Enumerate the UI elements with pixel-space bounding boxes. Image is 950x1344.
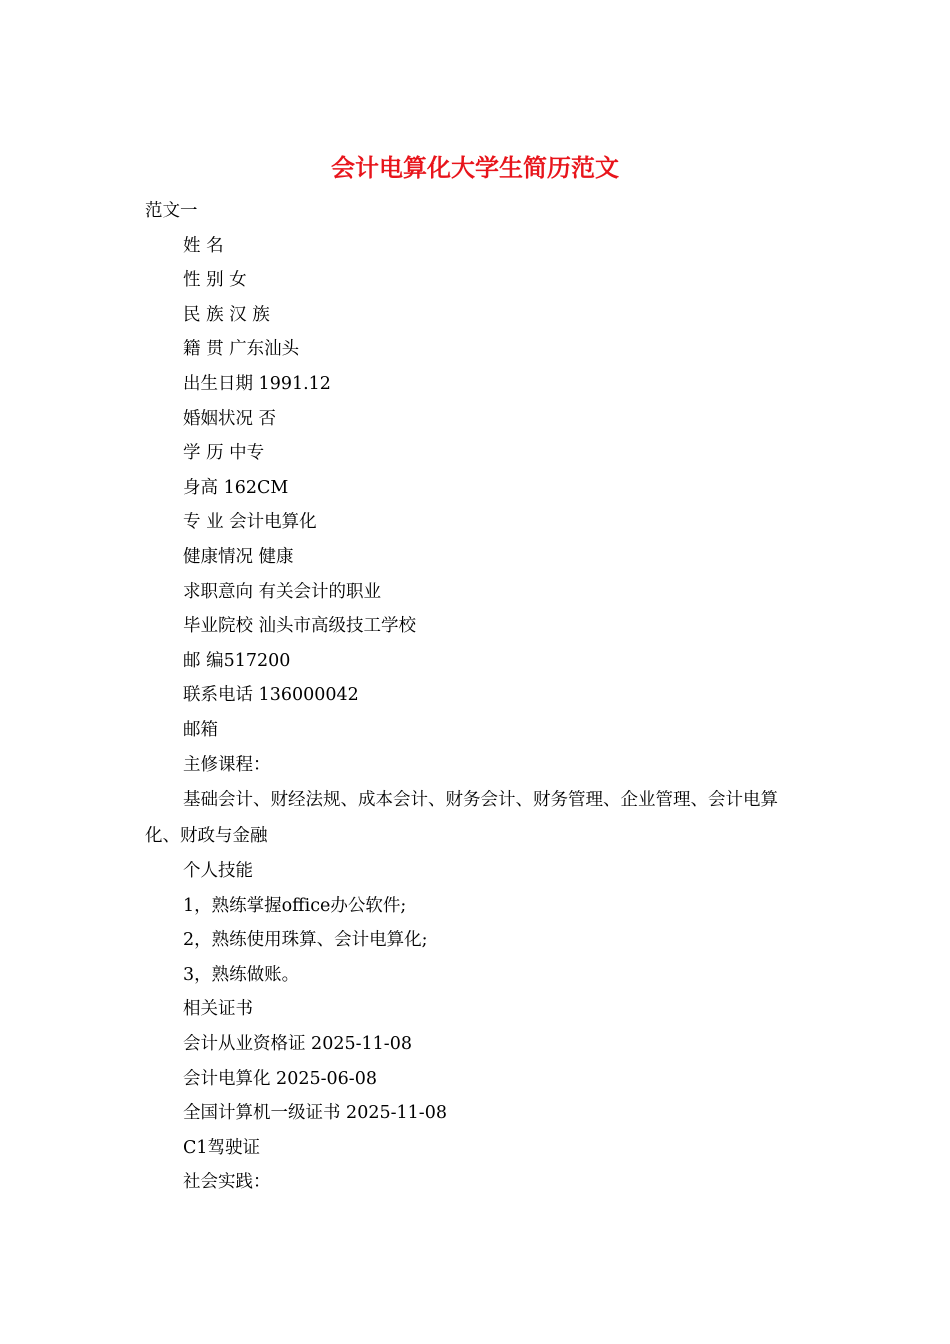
field-ethnicity: 民 族 汉 族 (183, 304, 270, 325)
skill-item: 2，熟练使用珠算、会计电算化; (183, 930, 428, 951)
field-major: 专 业 会计电算化 (183, 512, 317, 533)
skills-heading: 个人技能 (183, 861, 253, 882)
section-label: 范文一 (145, 201, 198, 221)
certificate-item: C1驾驶证 (183, 1137, 261, 1158)
courses-heading: 主修课程： (183, 754, 271, 775)
field-native-place: 籍 贯 广东汕头 (183, 339, 300, 360)
certificate-item: 会计电算化 2025-06-08 (183, 1068, 377, 1089)
field-name: 姓 名 (183, 235, 224, 256)
certificates-heading: 相关证书 (183, 999, 253, 1020)
field-education: 学 历 中专 (183, 443, 265, 464)
field-postcode: 邮 编517200 (183, 650, 291, 671)
skill-item: 1，熟练掌握office办公软件; (183, 895, 407, 916)
courses-paragraph: 基础会计、财经法规、成本会计、财务会计、财务管理、企业管理、会计电算化、财政与金融 (145, 790, 778, 847)
document-title: 会计电算化大学生简历范文 (331, 154, 619, 182)
field-email: 邮箱 (183, 719, 218, 740)
field-phone: 联系电话 136000042 (183, 685, 359, 706)
certificate-item: 全国计算机一级证书 2025-11-08 (183, 1103, 447, 1124)
social-practice-heading: 社会实践： (183, 1172, 271, 1193)
field-birth-date: 出生日期 1991.12 (183, 373, 331, 394)
certificate-item: 会计从业资格证 2025-11-08 (183, 1034, 412, 1055)
field-job-intention: 求职意向 有关会计的职业 (183, 581, 382, 602)
field-health: 健康情况 健康 (183, 546, 294, 567)
field-marital-status: 婚姻状况 否 (183, 408, 277, 429)
field-height: 身高 162CM (183, 477, 289, 498)
field-gender: 性 别 女 (183, 270, 247, 291)
skill-item: 3，熟练做账。 (183, 964, 300, 985)
document-body (145, 194, 805, 1200)
field-graduate-school: 毕业院校 汕头市高级技工学校 (183, 616, 417, 637)
